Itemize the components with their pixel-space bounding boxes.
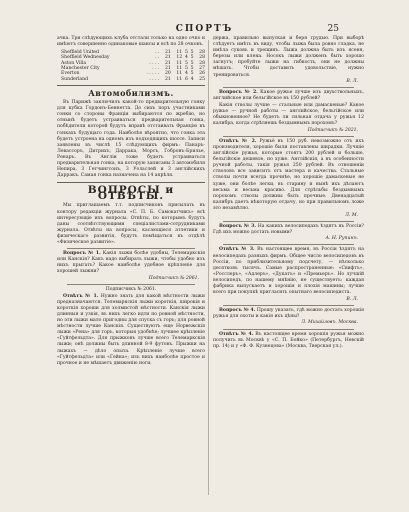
qa-intro-paragraph: Мы приглашаемъ т.т. подписчиковъ присылать въ контору редакціи журнала «С. П. Б. Самокатчикъ» всѣ интересующіе ихъ вопросы. Отвѣты, по которымъ будутъ даны соотвѣтствующими спеціалистами-сотрудниками журнала. Отвѣты на вопросы, касающіеся атлетики и физическаго развитія, будутъ помѣщаться въ отдѣлѣ «Физическое развитіе». [57,203,205,246]
league-table [57,50,205,82]
stat-cell: 11 [176,76,183,82]
question-2 [213,90,364,102]
answer-text: Ружьё въ 150 руб. невозможно отъ ихъ производителя, хорошіе были поставлены ширадки. Лучшіе англійскіе ружья, которые стоятъ 200 рублей и больше, бельгійскіе дешевле, но хуже. Англійскія, а въ особенности ручной работы, такія ружья 250 рублей. Въ отношеніи стволовъ все зависитъ отъ мастера и качества. Стальные стволы почти всегда прочнѣе, но хорошіе дамаскеные не хуже, они болѣе легки, въ старину и нынѣ ихъ дѣлаютъ весьма и весьма красиво. Для стрѣльбы бездымнымъ порохомъ стволы должны быть прочные. Двенадцатый калибръ даетъ нѣкоторую отдачу, но при правильномъ ложе это незамѣтно. [213,138,364,211]
question-text: Какое ружье лучше изъ двухствольныхъ, английское или бельгійское въ 150 рублей? [213,90,364,102]
answer-1 [57,294,205,367]
stat-cell: 11 [176,60,183,66]
stat-cell: 25 [199,76,205,82]
answer-label: Отвѣтъ № 2. [219,138,257,144]
stat-cell: 4 [184,55,188,61]
team-name-cell: Everton [61,71,80,77]
magazine-title: СПОРТЪ [175,24,234,34]
leader-dots-cell: . . . . . [146,71,160,77]
answer-label: Отвѣтъ № 4. [219,331,254,337]
stat-cell: 26 [199,71,205,77]
divider-line [223,221,354,222]
question-text: Прошу указать, гдѣ можно достать хорошія ружья для охоты и какія ихъ цѣны? [213,307,364,319]
stat-cell: 5 [184,60,188,66]
section-rule [57,182,205,183]
question-signature: Л. Михайловъ. Москва. [301,320,358,326]
intro-paragraph: ачка. Три слѣдующихъ клуба отстали только на одно очко и имѣютъ совершенно одинаковые шансы и всѣ по 28 очковъ. [57,36,205,48]
stat-cell: 12 [176,55,183,61]
subscriber-line: Подписчикъ № 2061. [105,287,157,293]
stat-cell: 5 [184,50,188,56]
stat-cell: 20 [164,71,171,77]
question-signature: Подписчикъ № 2021. [307,127,358,133]
team-name-cell: Manchester City [61,66,100,72]
continued-paragraph: держа, правильно выпуская и беря грудью. При выборѣ слѣдуетъ имѣть въ виду, чтобы лыжа была ровно гладка, не имѣла суковъ и трещинъ. Лыжа должна быть изъ ясеня, березы или клена. Носокъ лыжи долженъ быть хорошо загнутъ; пробуйте лыжи на гибкость, они не должны мѣшать. Чтобы доставить удовольствіе, нужно тренироваться. [213,36,364,78]
stat-cell: 28 [199,50,205,56]
divider-line [67,284,195,285]
answer-3 [213,247,364,296]
divider-line [223,136,354,137]
stat-cell: 11 [176,66,183,72]
team-name-cell: Aston Villa [61,60,87,66]
question-label: Вопросъ № 4. [219,307,256,313]
leader-dots-cell: . . . [152,66,160,72]
stat-cell: 6 [184,76,188,82]
answer-label: Отвѣтъ № 1. [63,293,99,299]
stat-cell: 27 [199,66,205,72]
question-4 [213,308,364,320]
answer-4 [213,332,364,350]
question-signature: А. Н. Рупинъ. [325,236,358,242]
section-rule [57,85,205,86]
team-name-cell: Sheffield Wednesday [61,55,110,61]
question-1 [57,251,205,275]
stat-cell: 28 [199,55,205,61]
answer-signature: Л. М. [345,212,358,218]
stat-cell: 21 [164,76,171,82]
column-divider [208,40,209,495]
answer-text: Въ настоящее время хорошія ружья можно получить въ Москвѣ у «С. П. Бойко» (Петербургъ, Невскій пр. 14) и у «Ф. Ф. Кузнецова» (Москва, Тверская ул.). [213,331,364,349]
stat-cell: 21 [164,50,171,56]
stat-cell: 5 [190,71,194,77]
question-2-sub: Какія стволы лучше — стальные или дамаскеные? Какое ружье — ручной работы — английское, бельгійское или обыкновенное? Не будетъ ли сильная отдача у ружья 12 калибра, когда стрѣляешь бездымнымъ порохомъ? [213,102,364,127]
divider-line [67,248,195,249]
automobile-section-title: Автомобилизмъ. [88,87,174,98]
stat-cell: 21 [164,66,171,72]
table-row [57,77,205,82]
question-3 [213,224,364,236]
leader-dots-cell: . . . . [149,76,160,82]
stat-cell: 4 [190,76,194,82]
answer-signature: В. Л. [346,79,358,85]
left-column [57,36,205,367]
divider-line [223,329,354,330]
question-label: Вопросъ № 3. [219,223,256,229]
automobile-paragraph: Въ Парижѣ заключилъ какой-то предварительную гонку для кубка Гордонъ-Беннетта. До сихъ поръ участниками гонки со стороны Франціи выбираются по жребію, но отнынѣ будетъ устраиваться предварительная гонка, побѣдители которой будутъ вправѣ отстаивать Францію въ гонкахъ будущаго года. Наиболѣе вѣроятно, что гонка эта будетъ устроена на одномъ изъ подходящихъ шоссе. Записи заявлены въ числѣ 15 слѣдующихъ фирмъ: Панаръ-Левассоръ, Дитрихъ, Даррака, Морсъ, Гобронъ-Брилье, Ренаръ. Въ Англіи тоже будетъ устраиваться предварительная гонка, на которую записаны 3 автомобиля Непира, 3 Гетчингсонъ, 3 Уольслей и 3 англійскихъ Дарракъ. Самая гонка назначена на 14 апрѣля. [57,100,205,179]
question-label: Вопросъ № 2. [219,90,258,96]
divider-line [223,244,354,245]
answer-signature: В. Л. [346,296,358,302]
answer-text: Въ настоящее время, въ Россіи ѣздятъ на велосипедахъ разныхъ фирмъ. Общее число велосипедовъ въ Россіи, по приблизительному подсчету, — нѣсколько десятковъ тысячъ. Самые распространенные: «Свифтъ», «Росслеръ», «Адлеръ», «Дукатъ» и «Премьеръ». Но лучшій велосипедъ, по нашему мнѣнію, не существуетъ: каждая фабрика выпускаетъ и хорошія и плохія машины; лучше всего при покупкѣ пригласить опытнаго велосипедиста. [213,247,364,296]
team-name-cell: Sheffield United [61,50,99,56]
stat-cell: 11 [176,50,183,56]
right-column [213,36,364,350]
team-name-cell: Sunderland [61,76,89,82]
stat-cell: 5 [190,60,194,66]
answer-2 [213,139,364,212]
page-number: 25 [327,24,339,34]
stat-cell: 4 [184,71,188,77]
stat-cell: 5 [190,55,194,61]
divider-line [223,305,354,306]
stat-cell: 21 [164,55,171,61]
leader-dots-cell: . . [155,55,160,61]
qa-section-title: ВОПРОСЫ и ОТВѢТЫ. [87,184,175,203]
question-signature: Подписчикъ № 2061. [148,276,199,281]
page-header [0,24,409,36]
divider-line [223,87,354,88]
stat-cell: 28 [199,60,205,66]
question-label: Вопросъ № 1. [63,251,101,257]
stat-cell: 11 [176,71,183,77]
question-text: На какихъ велосипедахъ ѣздятъ въ Россіи? Гдѣ ихъ можно достать новыми? [213,223,364,235]
answer-label: Отвѣтъ № 3. [219,247,255,253]
answer-text: Нужно знать для какой мѣстности лыжи предназначаются. Телемаркскія лыжи короткія, широкія и короткія хороши для холмистой мѣстности. Канскія лыжи длинныя и узкія, въ нихъ легко идти по ровной мѣстности, но эти лыжи мало пригодны для спуска съ горъ; для ровной мѣстности лучше Канскія. Существуютъ еще Норвежскія лыжи «Рена» для горъ, которыя удобнѣе; лучшее крѣпленіе «Гуйтфельдта». Для прыжковъ лучше всего Телемаркскія лыжи; онѣ должны быть длинной 8-9 футовъ. Прыжки на лыжахъ — дѣло опыта. Крѣпленіе лучше всего «Гуйтфельдта» или «Гейна»; изъ нихъ наиболѣе простое и прочное и не мѣшаетъ движенію ноги. [57,293,205,366]
question-text: Какія лыжи болѣе удобны, Телемаркскія или Канскія? Какъ надо выбирать лыжи, чтобы удобно изъ нихъ прыгать? Какое наиболѣе удобное крѣпленіе для хорошей лыжни? [57,251,205,275]
stat-cell: 5 [190,50,194,56]
leader-dots-cell: . . . . [149,60,160,66]
stat-cell: 21 [164,60,171,66]
leader-dots-cell: . . [155,50,160,56]
stat-cell: 5 [190,66,194,72]
stat-cell: 5 [184,66,188,72]
